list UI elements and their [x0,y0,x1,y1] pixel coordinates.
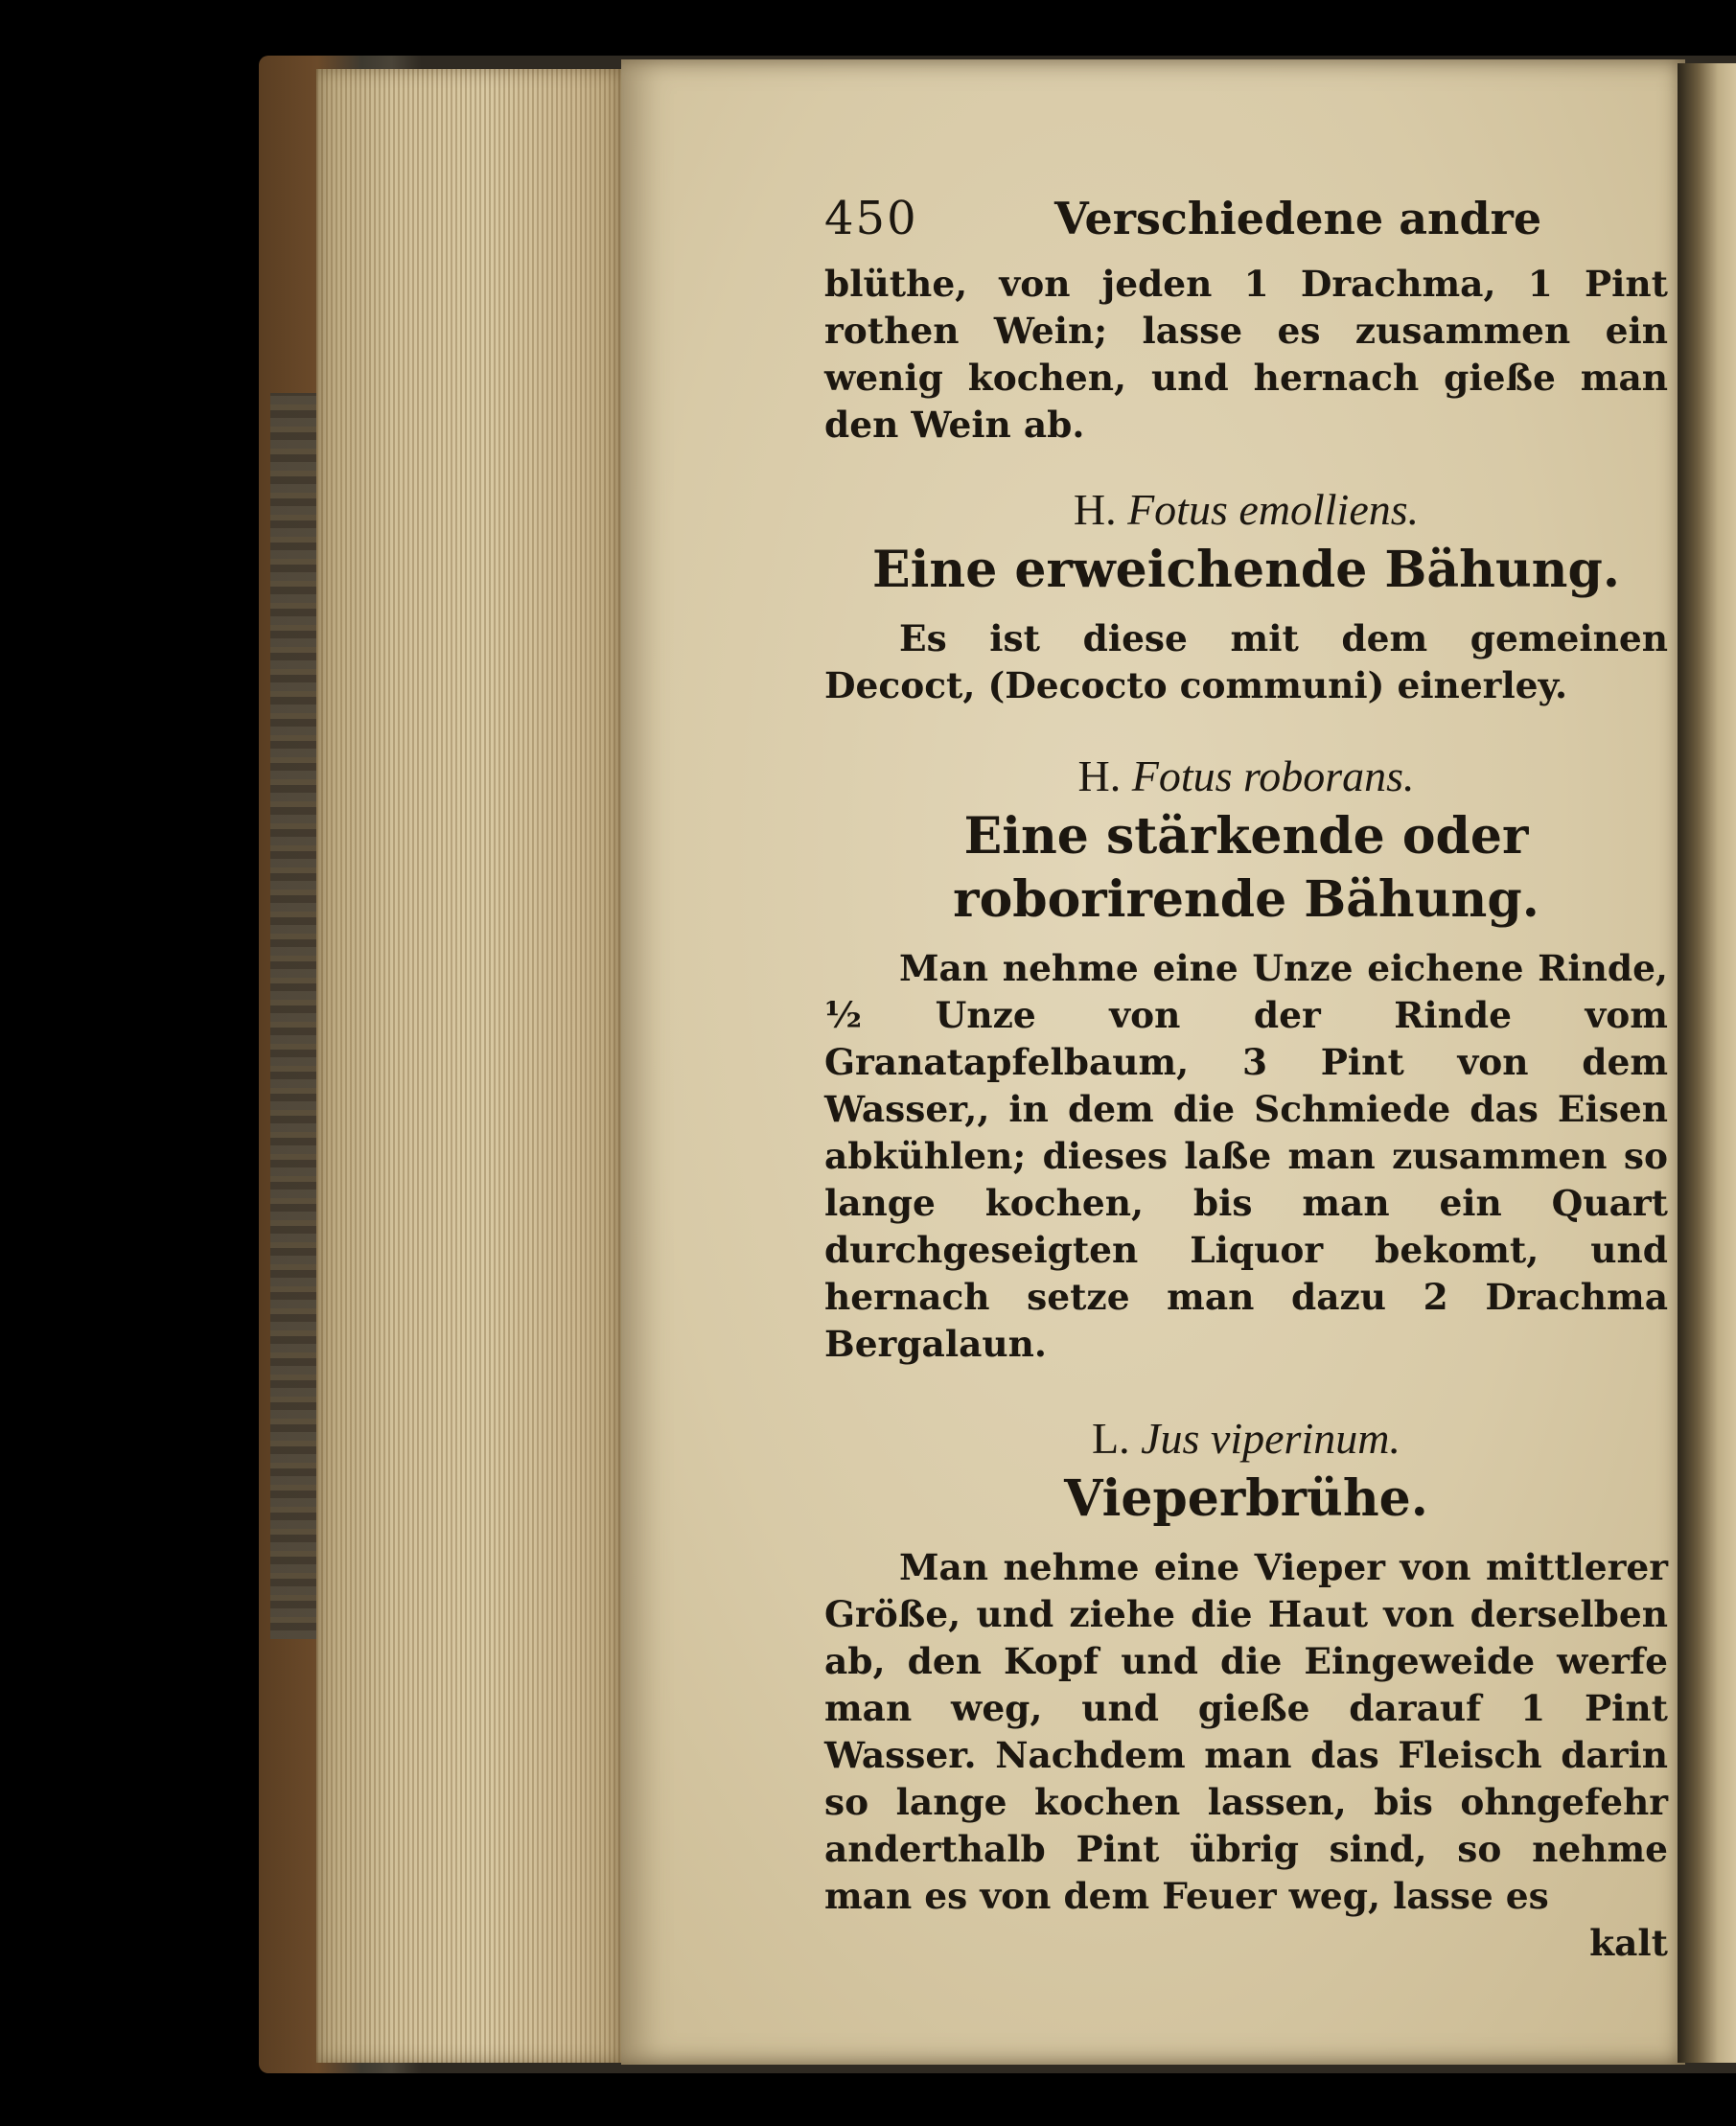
page-text [824,192,1668,1967]
section-h2-letter: H. [1077,751,1122,800]
section-l-body: Man nehme eine Vieper von mittlerer Größe, und ziehe die Haut von derselben ab, den Kopf und die Eingeweide werfe man weg, und gieße darauf 1 Pint Wasser. Nachdem man das Fleisch darin so lange kochen lassen, bis ohngefehr anderthalb Pint übrig sind, so nehme man es von dem Feuer weg, lasse es [824,1546,1668,1917]
paragraph-g-tail: blüthe, von jeden 1 Drachma, 1 Pint rothen Wein; lasse es zusammen ein wenig kochen, und hernach gieße man den Wein ab. [824,263,1668,446]
section-h1-latin: Fotus emolliens. [1127,485,1420,534]
section-h2-latin: Fotus roborans. [1131,751,1415,800]
book-gutter [1678,63,1736,2063]
section-h1-letter: H. [1073,485,1117,534]
section-h2-german-heading: Eine stärkende oder roborirende Bähung. [953,807,1539,929]
section-l-latin-heading [824,1410,1668,1467]
section-l-german-heading: Vieperbrühe. [1064,1469,1428,1528]
page-header [824,192,1668,261]
section-l-latin: Jus viperinum. [1141,1414,1400,1463]
section-h1-latin-heading [824,481,1668,539]
page-edges [316,69,621,2063]
section-h2-body: Man nehme eine Unze eichene Rinde, ½ Unze von der Rinde vom Granatapfelbaum, 3 Pint von dem Wasser,, in dem die Schmiede das Eisen abkühlen; dieses laße man zusammen so lange kochen, bis man ein Quart durchgeseigten Liquor bekomt, und hernach setze man dazu 2 Drachma Bergalaun. [824,947,1668,1365]
section-h1-body: Es ist diese mit dem gemeinen Decoct, (Decocto communi) einerley. [824,617,1668,706]
catchword: kalt [1589,1922,1668,1964]
section-l-letter: L. [1092,1414,1130,1463]
section-h2-latin-heading [824,748,1668,805]
section-h1-german-heading: Eine erweichende Bähung. [872,541,1620,599]
page-number: 450 [824,192,918,245]
worn-binding [270,393,316,1639]
running-title: Verschiedene andre [1054,193,1542,244]
